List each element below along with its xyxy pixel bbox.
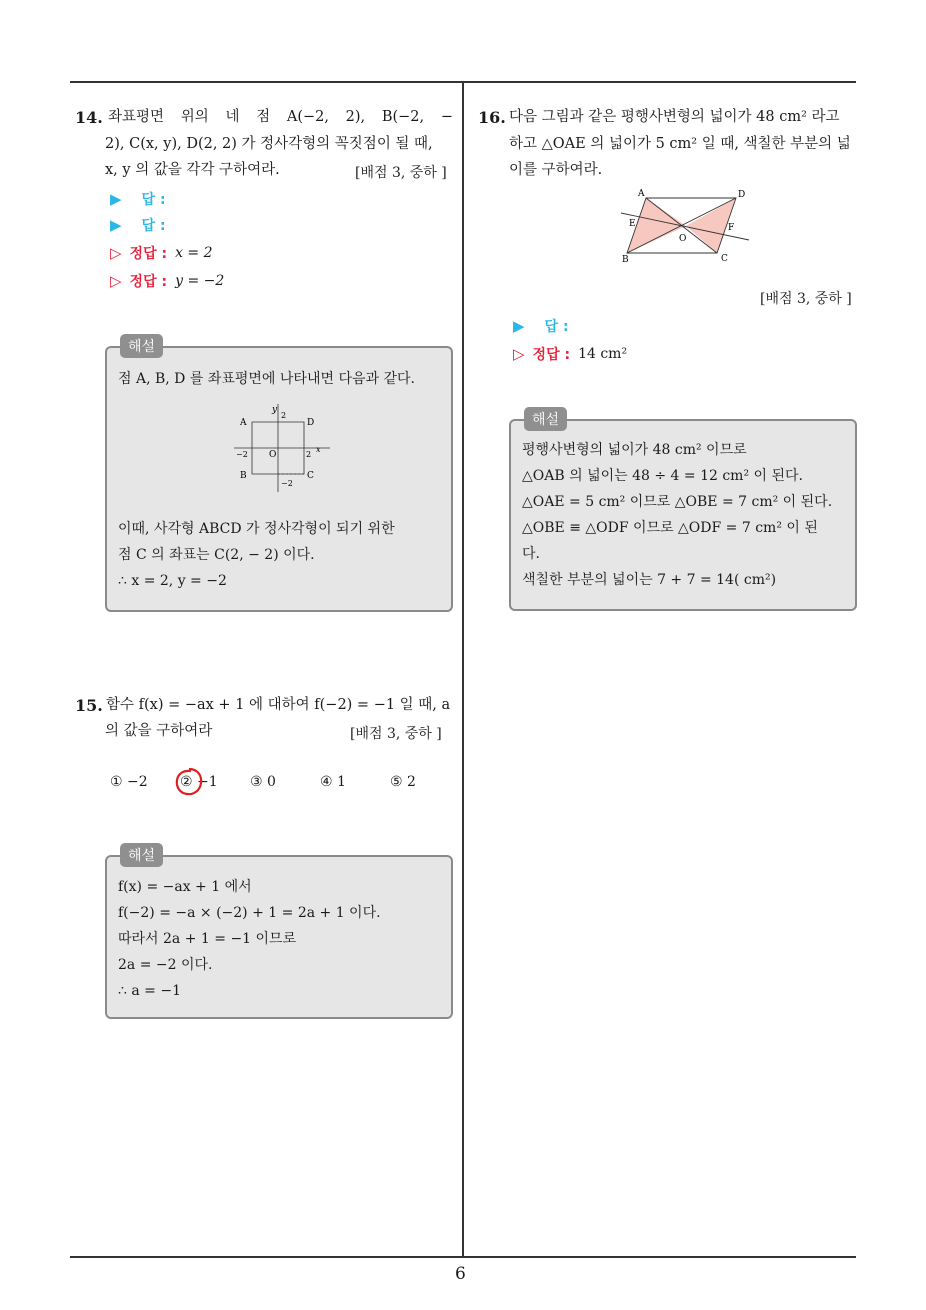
q16-sol-line5: 다.	[522, 546, 540, 562]
label-D: D	[738, 190, 746, 200]
label-C: C	[721, 254, 728, 264]
q14-number: 14.	[75, 108, 103, 127]
label-E: E	[629, 219, 636, 229]
play-icon: ▶	[513, 317, 525, 335]
q14-line2: 2), C(x, y), D(2, 2) 가 정사각형의 꼭짓점이 될 때,	[105, 136, 433, 152]
q16-line3: 이를 구하여라.	[509, 162, 603, 178]
correct-label: 정답 :	[129, 246, 168, 262]
correct-value: x = 2	[175, 245, 213, 261]
q14-answer-row-1	[110, 189, 166, 209]
q16-solution-tab: 해설	[524, 407, 567, 431]
q14-solution-tab: 해설	[120, 334, 163, 358]
q16-answer-row	[513, 316, 569, 336]
q15-sol-line4: 2a = −2 이다.	[118, 957, 213, 973]
q15-sol-line3: 따라서 2a + 1 = −1 이므로	[118, 931, 297, 947]
answer-label: 답 :	[544, 319, 569, 335]
column-divider	[462, 82, 464, 1257]
q14-correct-row-2	[110, 271, 224, 291]
tick-xm2: −2	[236, 450, 248, 459]
correct-value: y = −2	[175, 273, 225, 289]
q16-sol-line6: 색칠한 부분의 넓이는 7 + 7 = 14( cm²)	[522, 572, 777, 588]
q15-sol-line1: f(x) = −ax + 1 에서	[118, 879, 252, 895]
correct-label: 정답 :	[532, 347, 571, 363]
correct-label: 정답 :	[129, 274, 168, 290]
q15-choice-5[interactable]: ⑤ 2	[390, 774, 416, 790]
q14-sol-line2: 이때, 사각형 ABCD 가 정사각형이 되기 위한	[118, 521, 395, 537]
q14-correct-row-1	[110, 243, 213, 263]
page-number: 6	[455, 1264, 466, 1284]
correct-value: 14 cm²	[578, 346, 628, 362]
q15-sol-line2: f(−2) = −a × (−2) + 1 = 2a + 1 이다.	[118, 905, 381, 921]
q15-choice-1[interactable]: ① −2	[110, 774, 148, 790]
tick-ym2: −2	[281, 479, 293, 488]
q15-sol-line5: ∴ a = −1	[118, 983, 181, 999]
q15-line2: 의 값을 구하여라	[105, 723, 213, 739]
label-C: C	[307, 471, 314, 481]
q14-sol-line3: 점 C 의 좌표는 C(2, − 2) 이다.	[118, 547, 315, 563]
q14-score: [배점 3, 중하 ]	[355, 165, 447, 181]
q14-sol-line1: 점 A, B, D 를 좌표평면에 나타내면 다음과 같다.	[118, 371, 415, 387]
q16-number: 16.	[478, 108, 506, 127]
q16-sol-line2: △OAB 의 넓이는 48 ÷ 4 = 12 cm² 이 된다.	[522, 468, 803, 484]
selected-circle-icon	[173, 766, 205, 798]
tick-y2: 2	[281, 411, 287, 420]
label-F: F	[728, 223, 735, 233]
q15-line1: 함수 f(x) = −ax + 1 에 대하여 f(−2) = −1 일 때, a	[106, 697, 451, 713]
play-outline-icon: ▷	[110, 244, 122, 262]
q16-line1: 다음 그림과 같은 평행사변형의 넓이가 48 cm² 라고	[509, 109, 840, 125]
q15-choice-3[interactable]: ③ 0	[250, 774, 276, 790]
q16-sol-line4: △OBE ≡ △ODF 이므로 △ODF = 7 cm² 이 된	[522, 520, 818, 536]
label-O: O	[679, 234, 687, 244]
label-y: y	[272, 405, 278, 415]
q14-line3: x, y 의 값을 각각 구하여라.	[105, 162, 280, 178]
play-icon: ▶	[110, 216, 122, 234]
q15-score: [배점 3, 중하 ]	[350, 726, 442, 742]
q14-line1: 좌표평면 위의 네 점 A(−2, 2), B(−2, −	[108, 109, 453, 125]
q16-parallelogram-figure	[615, 186, 755, 266]
answer-label: 답 :	[141, 218, 166, 234]
q16-sol-line3: △OAE = 5 cm² 이므로 △OBE = 7 cm² 이 된다.	[522, 494, 833, 510]
play-outline-icon: ▷	[110, 272, 122, 290]
label-D: D	[307, 418, 315, 428]
label-B: B	[622, 255, 629, 265]
label-B: B	[240, 471, 247, 481]
tick-x2: 2	[306, 450, 312, 459]
play-outline-icon: ▷	[513, 345, 525, 363]
play-icon: ▶	[110, 190, 122, 208]
label-A: A	[638, 189, 645, 199]
q16-sol-line1: 평행사변형의 넓이가 48 cm² 이므로	[522, 442, 747, 458]
q15-solution-tab: 해설	[120, 843, 163, 867]
label-O: O	[269, 450, 277, 460]
q15-choice-4[interactable]: ④ 1	[320, 774, 346, 790]
q14-sol-line4: ∴ x = 2, y = −2	[118, 573, 227, 589]
q14-answer-row-2	[110, 215, 166, 235]
q16-score: [배점 3, 중하 ]	[760, 291, 852, 307]
answer-label: 답 :	[141, 192, 166, 208]
label-A: A	[240, 418, 247, 428]
label-x: x	[316, 445, 321, 454]
bottom-rule	[70, 1256, 856, 1258]
q15-number: 15.	[75, 696, 103, 715]
q16-line2: 하고 △OAE 의 넓이가 5 cm² 일 때, 색칠한 부분의 넓	[509, 136, 851, 152]
q14-coordinate-figure	[228, 400, 338, 495]
q16-correct-row	[513, 344, 627, 364]
q15-choice-2[interactable]: ② −1	[180, 774, 218, 790]
